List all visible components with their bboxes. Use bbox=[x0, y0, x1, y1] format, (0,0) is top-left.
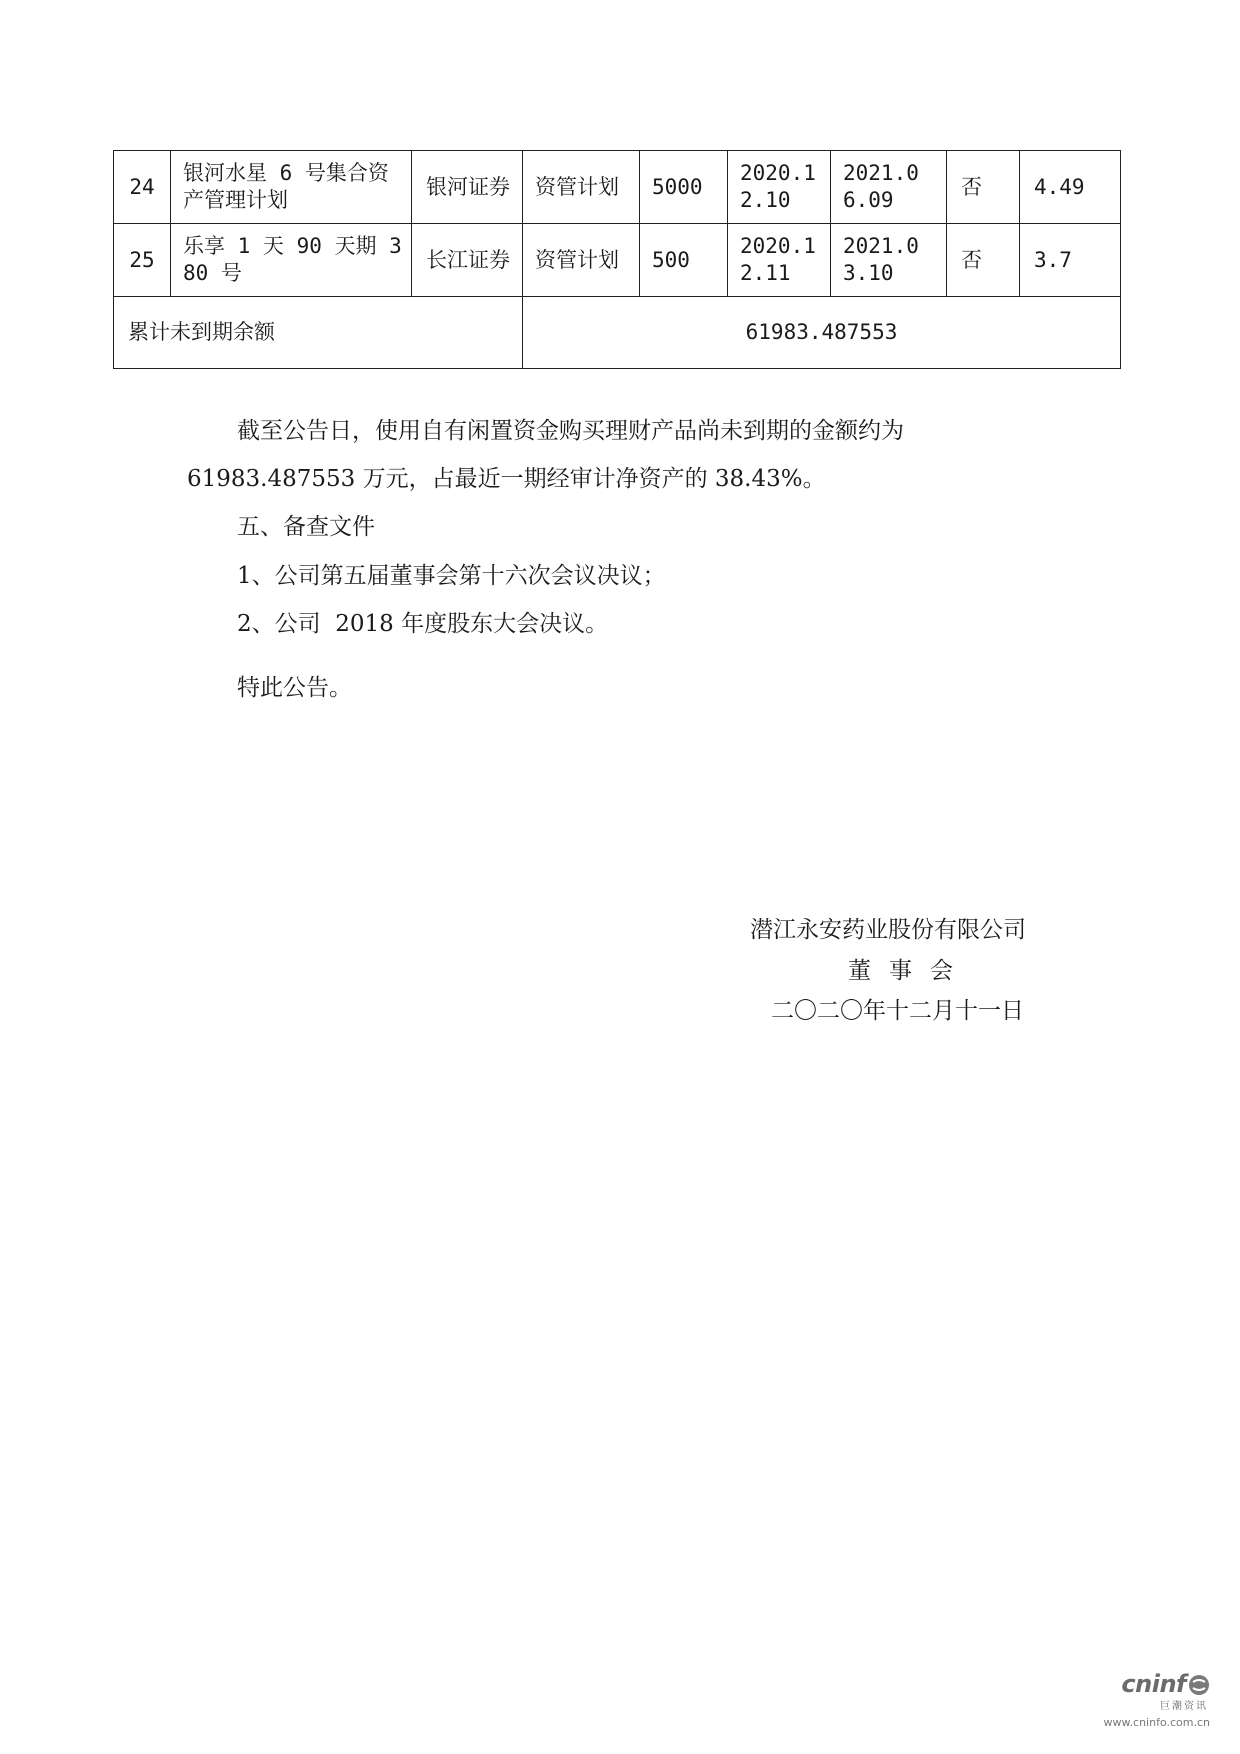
body-paragraph-line2: 61983.487553 万元，占最近一期经审计净资产的 38.43%。 bbox=[187, 466, 826, 492]
expected-rate: 4.49 bbox=[1020, 151, 1121, 224]
row-number: 25 bbox=[114, 224, 171, 297]
principal-protected: 否 bbox=[947, 224, 1020, 297]
cninfo-logo-icon bbox=[1188, 1674, 1210, 1701]
principal-protected: 否 bbox=[947, 151, 1020, 224]
body-paragraph-line1: 截至公告日，使用自有闲置资金购买理财产品尚未到期的金额约为 bbox=[237, 418, 904, 444]
watermark-brand-text: cninf bbox=[1121, 1670, 1186, 1698]
summary-label: 累计未到期余额 bbox=[114, 297, 523, 369]
product-name: 乐享 1 天 90 天期 380 号 bbox=[171, 224, 412, 297]
amount: 500 bbox=[640, 224, 728, 297]
watermark-brand bbox=[1100, 1671, 1210, 1701]
end-date: 2021.03.10 bbox=[831, 224, 947, 297]
amount: 5000 bbox=[640, 151, 728, 224]
signature-date: 二〇二〇年十二月十一日 bbox=[771, 998, 1024, 1024]
section-title: 五、备查文件 bbox=[237, 514, 375, 540]
reference-item-1: 1、公司第五届董事会第十六次会议决议； bbox=[237, 563, 666, 589]
product-type: 资管计划 bbox=[523, 224, 640, 297]
reference-item-2: 2、公司 2018 年度股东大会决议。 bbox=[237, 611, 609, 637]
expected-rate: 3.7 bbox=[1020, 224, 1121, 297]
watermark-url: www.cninfo.com.cn bbox=[1103, 1716, 1210, 1729]
cninfo-watermark bbox=[1100, 1671, 1210, 1730]
row-number: 24 bbox=[114, 151, 171, 224]
product-name: 银河水星 6 号集合资产管理计划 bbox=[171, 151, 412, 224]
summary-value: 61983.487553 bbox=[523, 297, 1121, 369]
start-date: 2020.12.11 bbox=[728, 224, 831, 297]
watermark-brand-cn: 巨潮资讯 bbox=[1160, 1701, 1208, 1712]
signature-company: 潜江永安药业股份有限公司 bbox=[750, 917, 1026, 943]
table-row bbox=[114, 151, 1121, 224]
investment-table bbox=[113, 150, 1121, 369]
signature-board: 董事会 bbox=[848, 958, 971, 984]
table-row bbox=[114, 224, 1121, 297]
product-type: 资管计划 bbox=[523, 151, 640, 224]
end-date: 2021.06.09 bbox=[831, 151, 947, 224]
start-date: 2020.12.10 bbox=[728, 151, 831, 224]
issuer: 长江证券 bbox=[412, 224, 523, 297]
issuer: 银河证券 bbox=[412, 151, 523, 224]
closing-statement: 特此公告。 bbox=[237, 675, 352, 701]
summary-row bbox=[114, 297, 1121, 369]
